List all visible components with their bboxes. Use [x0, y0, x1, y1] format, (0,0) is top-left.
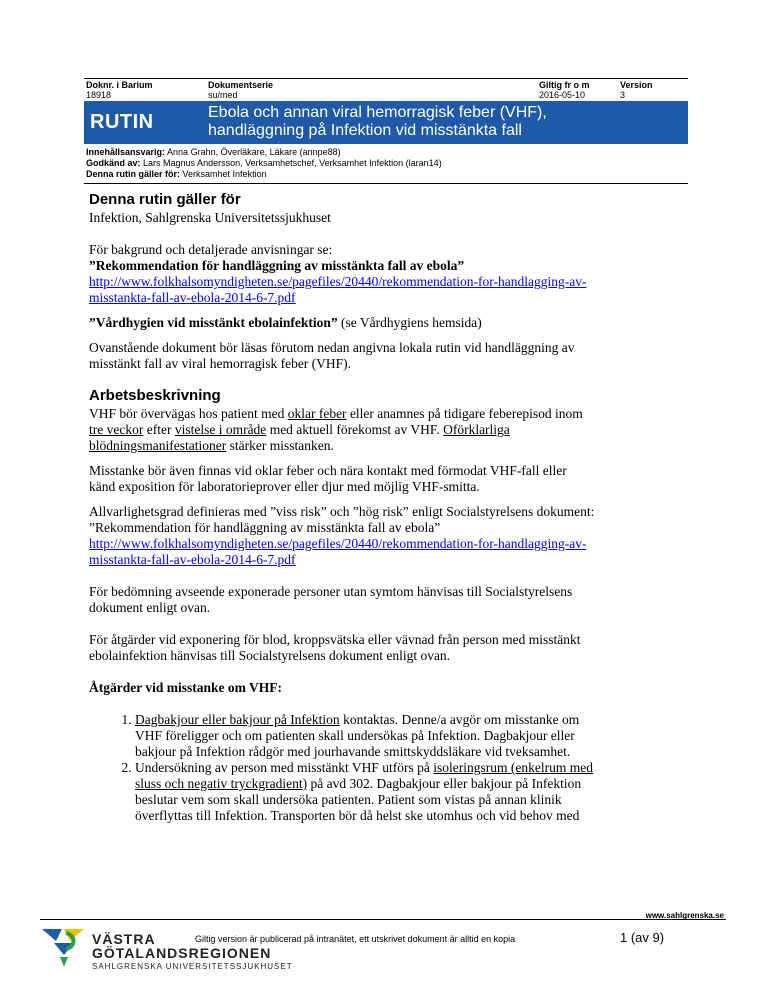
giltig-label: Giltig fr o m: [539, 80, 590, 90]
item2-underline-1: isoleringsrum (enkelrum med: [433, 760, 593, 775]
read-note-line-1: Ovanstående dokument bör läsas förutom nedan angivna lokala rutin vid handläggning av: [89, 340, 575, 355]
serie-field: [208, 80, 273, 100]
title-line-2: handläggning på Infektion vid misstänkta fall: [208, 122, 522, 139]
vardhygien-rest: (se Vårdhygiens hemsida): [337, 315, 482, 330]
item1-text-a: kontaktas. Denne/a avgör om misstanke om: [339, 712, 580, 727]
read-note: [89, 340, 689, 372]
document-body: [89, 192, 689, 824]
p3-line-2: ”Rekommendation för handläggning av misstänkta fall av ebola”: [89, 520, 441, 535]
title-line-1: Ebola och annan viral hemorragisk feber (VHF),: [208, 104, 547, 121]
p5-line-1: För åtgärder vid exponering för blod, kroppsvätska eller vävnad från person med misstänkt: [89, 632, 581, 647]
document-header: [84, 78, 688, 184]
p2-line-1: Misstanke bör även finnas vid oklar feber och nära kontakt med förmodat VHF-fall eller: [89, 463, 567, 478]
version-value: 3: [620, 90, 626, 100]
link-line-2[interactable]: misstankta-fall-av-ebola-2014-6-7.pdf: [89, 290, 296, 305]
paragraph-severity: [89, 504, 689, 568]
item2-line-4: överflyttas till Infektion. Transporten bör då helst ske utomhus och vid behov med: [135, 808, 580, 823]
item1-line-2: VHF föreligger och om patienten skall undersökas på Infektion. Dagbakjour eller: [135, 728, 575, 743]
item1-underline: Dagbakjour eller bakjour på Infektion: [135, 712, 340, 727]
item2-text-a: Undersökning av person med misstänkt VHF utförs på: [135, 760, 434, 775]
item1-line-3: bakjour på Infektion rådgör med jourhavande smittskyddsläkare vid tveksamhet.: [135, 744, 571, 759]
section-heading-work: Arbetsbeskrivning: [89, 387, 221, 404]
link2-line-2[interactable]: misstankta-fall-av-ebola-2014-6-7.pdf: [89, 552, 296, 567]
galler-row: [86, 169, 688, 180]
list-item: [135, 760, 689, 824]
vardhygien-paragraph: [89, 315, 689, 331]
footer-url: www.sahlgrenska.se: [645, 911, 724, 920]
recommendation-link[interactable]: [89, 274, 689, 306]
p1-underline-5: blödningsmanifestationer: [89, 438, 227, 453]
list-item: [135, 712, 689, 760]
p1-text-e: stärker misstanken.: [226, 438, 334, 453]
serie-value: su/med: [208, 90, 238, 100]
header-meta-row: [84, 78, 688, 101]
footer-note: Giltig version är publicerad på intranätet, ett utskrivet dokument är alltid en kopia: [195, 934, 516, 944]
p1-underline-3: vistelse i område: [174, 422, 267, 437]
item2-text-b: på avd 302. Dagbakjour eller bakjour på Infektion: [307, 776, 582, 791]
background-intro: För bakgrund och detaljerade anvisningar se:: [89, 242, 333, 257]
ansvarig-label: Innehållsansvarig:: [86, 147, 166, 157]
doknr-label: Doknr. i Barium: [86, 80, 153, 90]
p4-line-1: För bedömning avseende exponerade personer utan symtom hänvisas till Socialstyrelsens: [89, 584, 573, 599]
document-type: RUTIN: [90, 111, 154, 133]
godkand-value: Lars Magnus Andersson, Verksamhetschef, Verksamhet Infektion (laran14): [143, 158, 442, 168]
serie-label: Dokumentserie: [208, 80, 274, 90]
paragraph-exposure-actions: [89, 632, 689, 664]
logo-line-1: VÄSTRA: [92, 931, 156, 947]
logo-line-3: SAHLGRENSKA UNIVERSITETSSJUKHUSET: [92, 962, 293, 971]
footer-divider: [40, 919, 726, 920]
item2-underline-2: sluss och negativ tryckgradient): [135, 776, 308, 791]
godkand-label: Godkänd av:: [86, 158, 141, 168]
page-number: 1 (av 9): [620, 930, 665, 945]
actions-list: [89, 712, 689, 824]
link-line-1[interactable]: http://www.folkhalsomyndigheten.se/pagefiles/20440/rekommendation-for-handlagging-av-: [89, 274, 587, 289]
ansvarig-row: [86, 147, 688, 158]
ansvarig-value: Anna Grahn, Överläkare, Läkare (annpe88): [167, 147, 341, 157]
paragraph-vhf-suspicion: [89, 406, 689, 454]
doknr-field: [86, 80, 153, 100]
document-title: [208, 104, 547, 140]
p1-text-c: efter: [143, 422, 175, 437]
vgr-logo-icon: [40, 925, 88, 971]
doknr-value: 18918: [86, 90, 112, 100]
header-info: [84, 144, 688, 184]
vardhygien-title: ”Vårdhygien vid misstänkt ebolainfektion”: [89, 315, 338, 330]
p5-line-2: ebolainfektion hänvisas till Socialstyrelsens dokument enligt ovan.: [89, 648, 451, 663]
p1-text-d: med aktuell förekomst av VHF.: [266, 422, 444, 437]
galler-label: Denna rutin gäller för:: [86, 169, 181, 179]
scope-text: Infektion, Sahlgrenska Universitetssjukhuset: [89, 210, 331, 225]
section-heading-scope: Denna rutin gäller för: [89, 191, 241, 208]
p1-underline-4: Oförklarliga: [443, 422, 510, 437]
read-note-line-2: misstänkt fall av viral hemorragisk feber (VHF).: [89, 356, 352, 371]
item2-line-3: beslutar vem som skall undersöka patienten. Patient som vistas på annan klinik: [135, 792, 562, 807]
galler-value: Verksamhet Infektion: [182, 169, 267, 179]
title-band: [84, 101, 688, 144]
version-label: Version: [620, 80, 653, 90]
link2-line-1[interactable]: http://www.folkhalsomyndigheten.se/pagefiles/20440/rekommendation-for-handlagging-av-: [89, 536, 587, 551]
giltig-field: [539, 80, 590, 100]
paragraph-contact: [89, 463, 689, 495]
p1-text-b: eller anamnes på tidigare feberepisod inom: [346, 406, 583, 421]
recommendation-title: ”Rekommendation för handläggning av misstänkta fall av ebola”: [89, 258, 465, 273]
version-field: [620, 80, 653, 100]
p2-line-2: känd exposition för laboratorieprover eller djur med möjlig VHF-smitta.: [89, 479, 480, 494]
paragraph-exposed: [89, 584, 689, 616]
p3-line-1: Allvarlighetsgrad definieras med ”viss risk” och ”hög risk” enligt Socialstyrelsens dokument:: [89, 504, 595, 519]
giltig-value: 2016-05-10: [539, 90, 586, 100]
godkand-row: [86, 158, 688, 169]
actions-heading: Åtgärder vid misstanke om VHF:: [89, 680, 282, 695]
p1-underline-1: oklar feber: [287, 406, 347, 421]
p1-text-a: VHF bör övervägas hos patient med: [89, 406, 288, 421]
p1-underline-2: tre veckor: [89, 422, 144, 437]
p4-line-2: dokument enligt ovan.: [89, 600, 211, 615]
logo-line-2: GÖTALANDSREGIONEN: [92, 945, 272, 961]
